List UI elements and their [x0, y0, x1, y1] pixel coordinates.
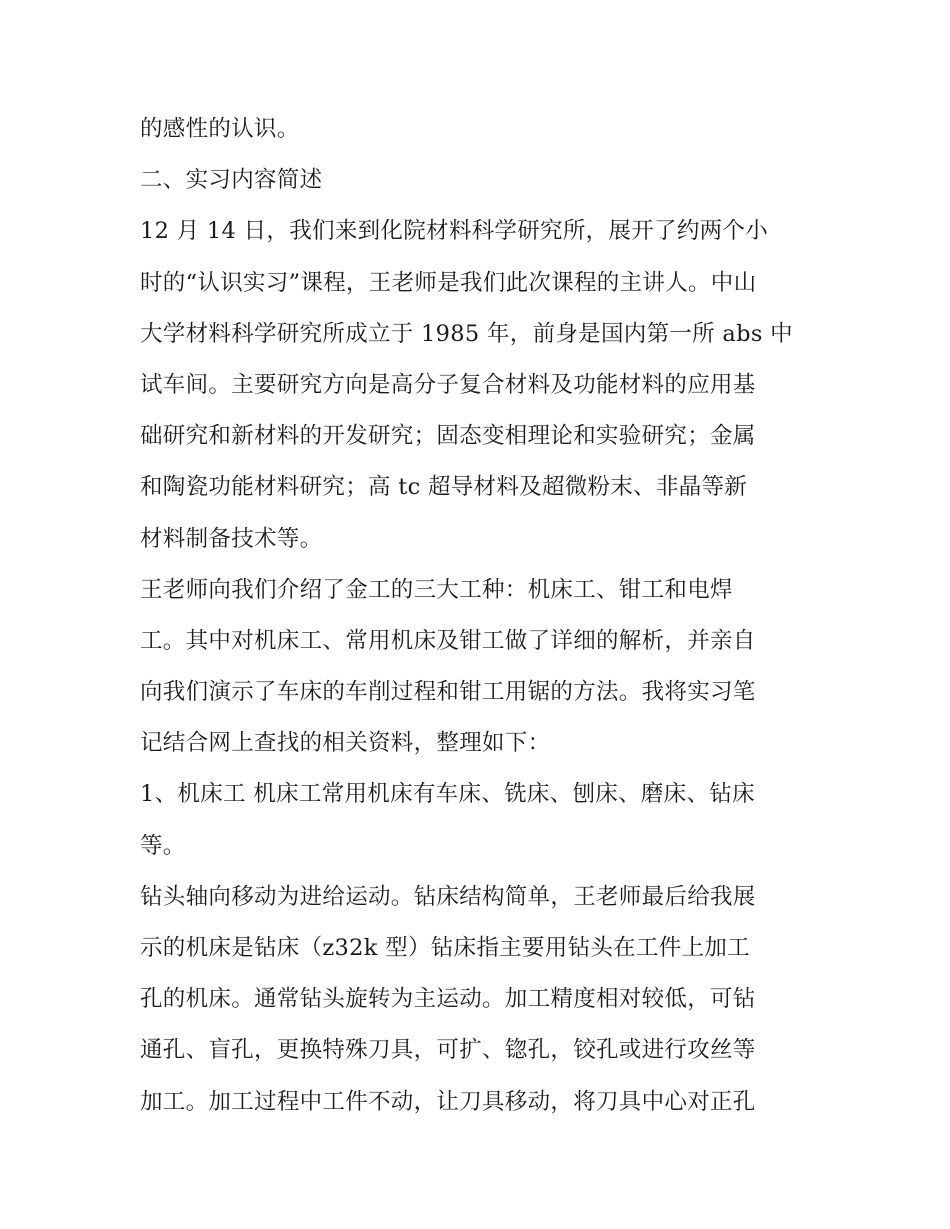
- text-line: 时的“认识实习”课程，王老师是我们此次课程的主讲人。中山: [140, 269, 757, 296]
- text-line: 础研究和新材料的开发研究；固态变相理论和实验研究；金属: [140, 423, 756, 450]
- text-line: 的感性的认识。: [140, 116, 300, 142]
- text-line: 钻头轴向移动为进给运动。钻床结构简单，王老师最后给我展: [140, 883, 756, 910]
- text-line: 等。: [140, 832, 186, 859]
- text-line: 孔的机床。通常钻头旋转为主运动。加工精度相对较低，可钻: [140, 986, 756, 1013]
- section-heading: 二、实习内容简述: [140, 167, 323, 194]
- text-line: 工。其中对机床工、常用机床及钳工做了详细的解析，并亲自: [140, 627, 756, 654]
- list-item: 1、机床工 机床工常用机床有车床、铣床、刨床、磨床、钻床: [140, 781, 755, 808]
- text-line: 通孔、盲孔，更换特殊刀具，可扩、锪孔，铰孔或进行攻丝等: [140, 1037, 756, 1064]
- document-body: [140, 104, 820, 1128]
- text-line: 王老师向我们介绍了金工的三大工种：机床工、钳工和电焊: [140, 576, 733, 603]
- text-line: 大学材料科学研究所成立于 1985 年，前身是国内第一所 abs 中: [140, 320, 793, 347]
- text-line: 12 月 14 日，我们来到化院材料科学研究所，展开了约两个小: [140, 218, 769, 245]
- text-line: 向我们演示了车床的车削过程和钳工用锯的方法。我将实习笔: [140, 679, 756, 706]
- text-line: 示的机床是钻床（z32k 型）钻床指主要用钻头在工件上加工: [140, 935, 750, 961]
- text-line: 和陶瓷功能材料研究；高 tc 超导材料及超微粉末、非晶等新: [140, 474, 748, 501]
- text-line: 材料制备技术等。: [140, 525, 323, 552]
- text-line: 记结合网上查找的相关资料，整理如下：: [140, 730, 551, 757]
- text-line: 加工。加工过程中工件不动，让刀具移动，将刀具中心对正孔: [140, 1088, 756, 1115]
- text-line: 试车间。主要研究方向是高分子复合材料及功能材料的应用基: [140, 371, 756, 398]
